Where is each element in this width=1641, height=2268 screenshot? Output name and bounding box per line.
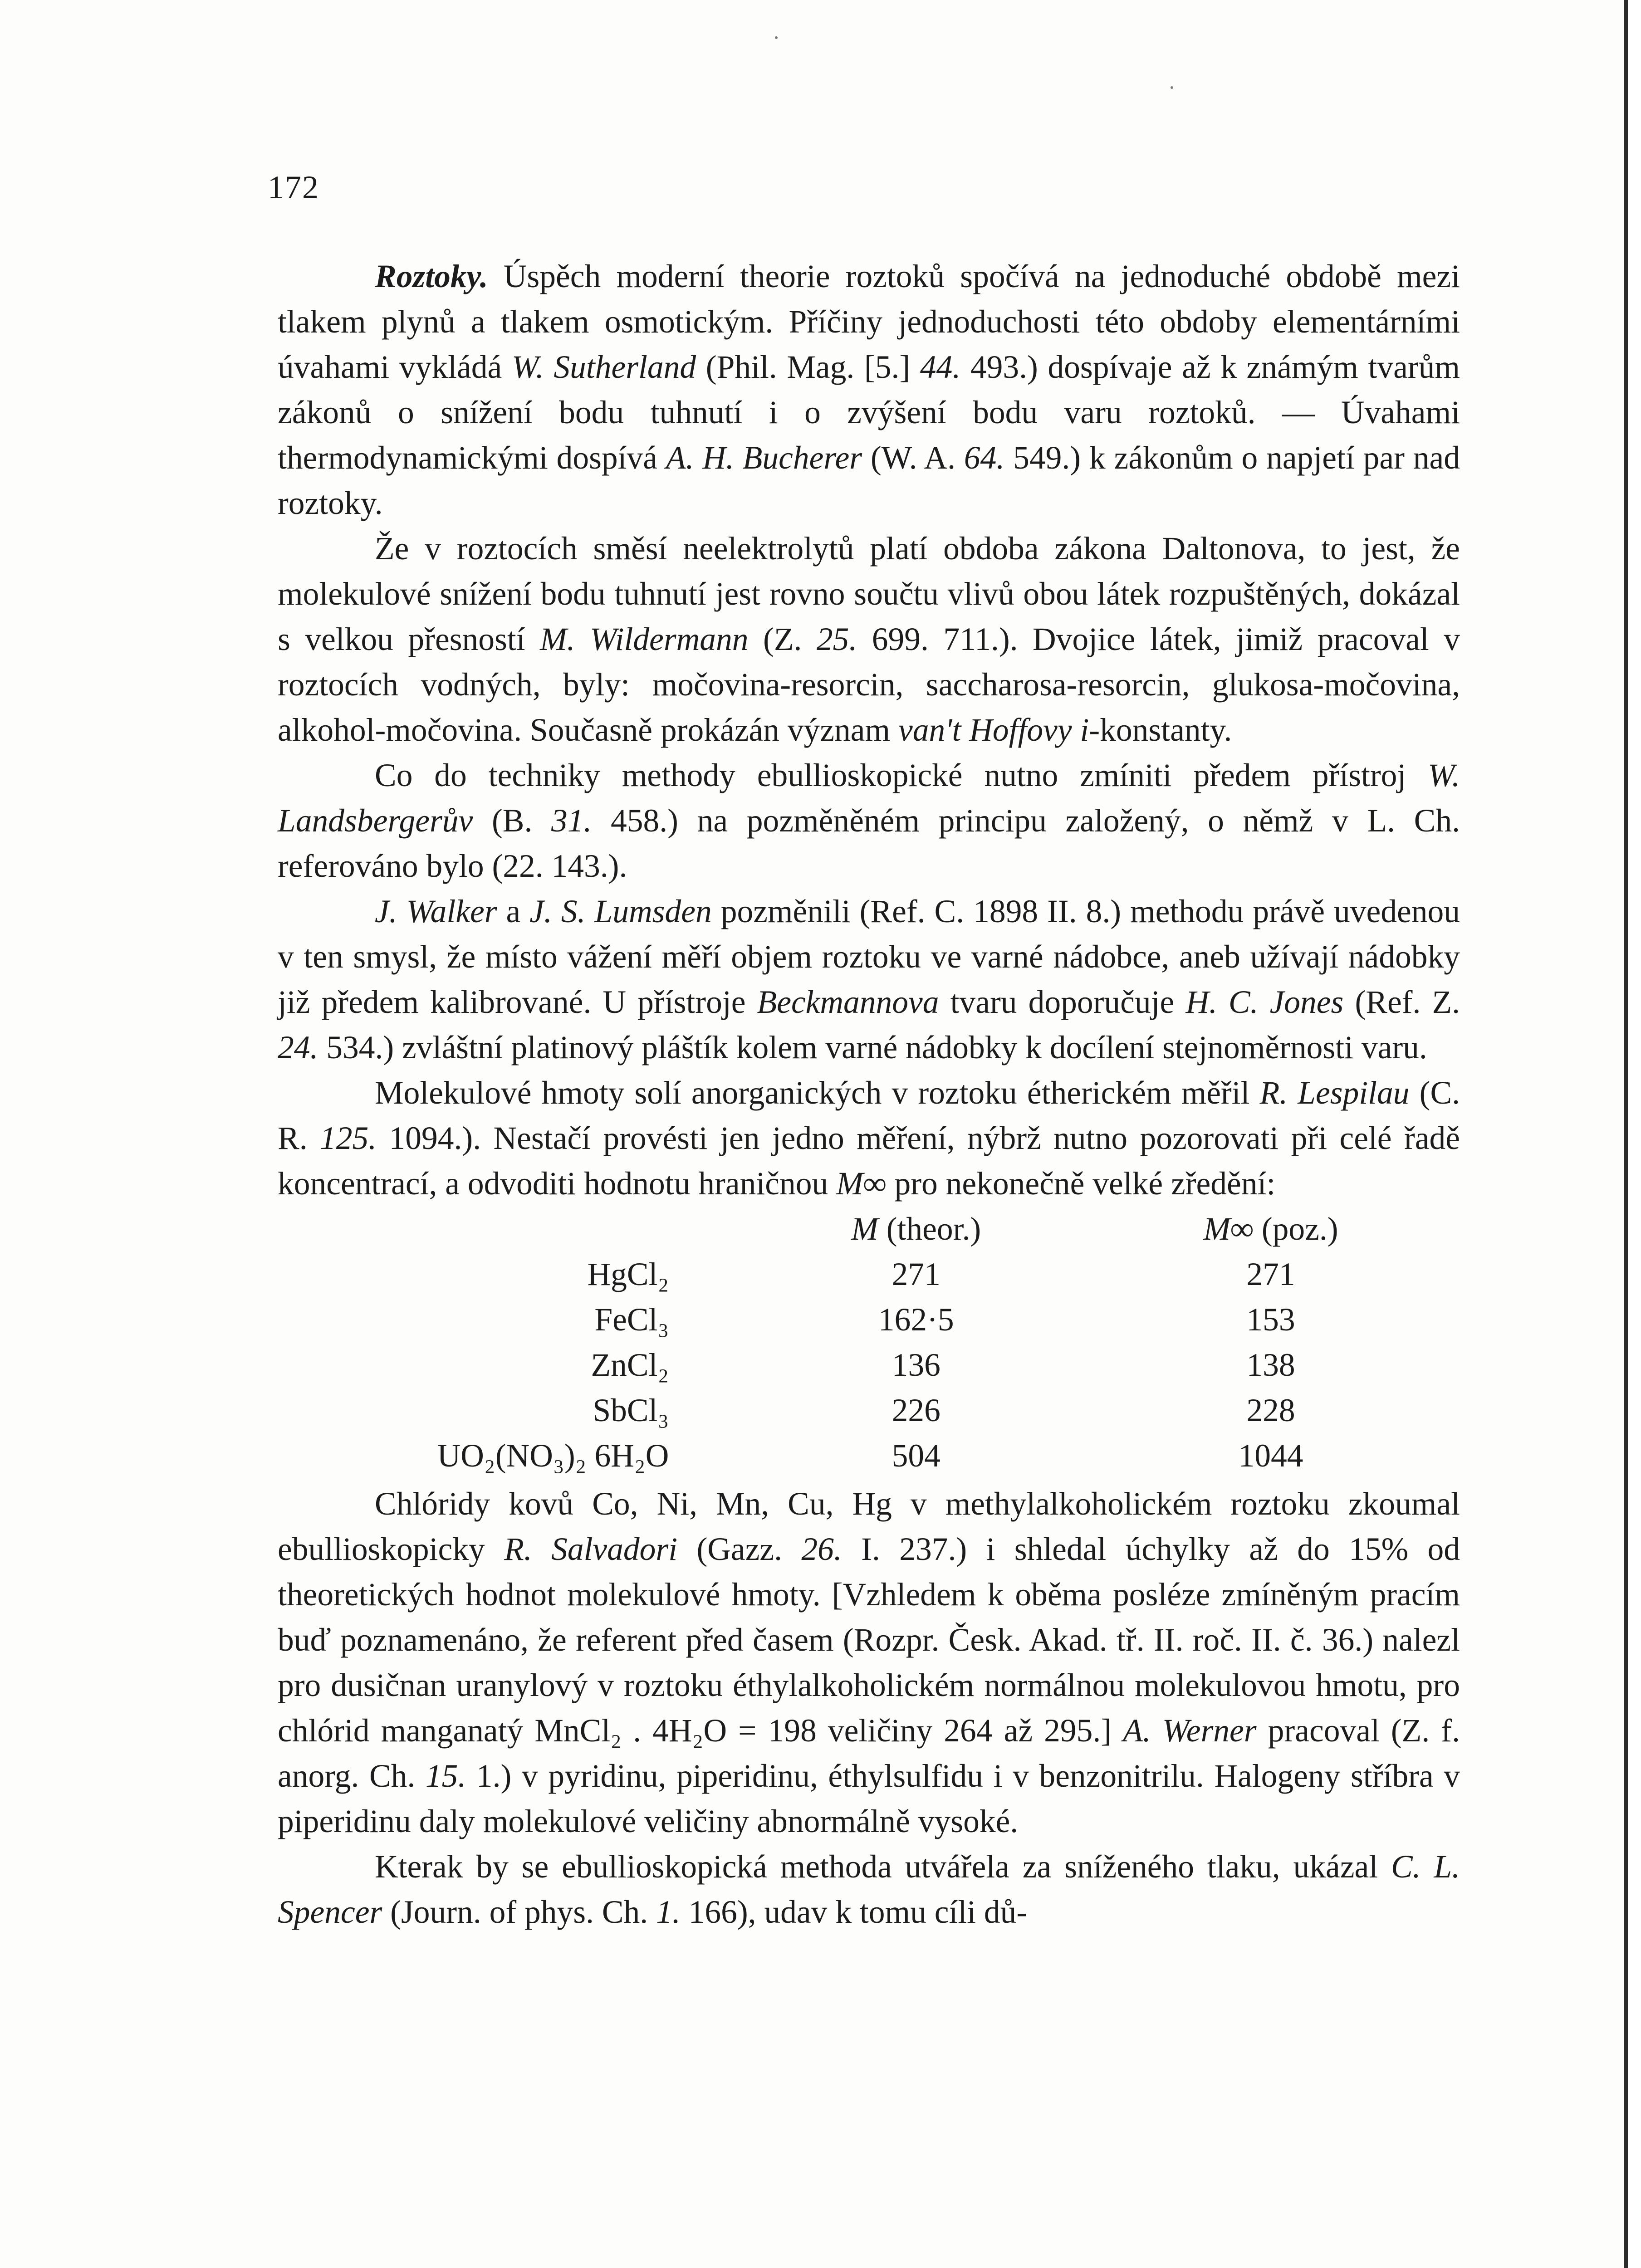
header-theor [750,1207,1082,1252]
text-run: 549.) k zákonům o napjetí par nad roztoky. [278,440,1460,521]
text-run: (Ref. Z. [1343,984,1460,1020]
text-run: pro nekonečně velké zředění: [886,1166,1276,1202]
volume-number: 44. [920,349,961,385]
poz-value-cell: 138 [1246,1347,1295,1383]
text-run: 493.) dospívaje až k známým tvarům zákonů o snížení bodu tuhnutí i o zvýšení bodu varu roztoků. — Úvahami thermodynamickými dospívá [278,349,1460,476]
author-name: W. Landsbergerův [278,758,1460,839]
paragraph-landsberger [278,753,1460,889]
author-name: R. Salvadori [504,1531,678,1567]
text-run: Molekulové hmoty solí anorganických v roztoku étherickém měřil [375,1075,1260,1111]
theor-value-cell: 271 [892,1256,941,1292]
header-compound [278,1207,750,1252]
author-name: C. L. Spencer [278,1849,1460,1930]
molecular-weight-table [278,1207,1460,1479]
volume-number: 1. [656,1894,681,1930]
volume-number: 64. [964,440,1005,476]
author-name: W. Sutherland [511,349,696,385]
table-row [278,1433,1460,1479]
text-run: (Journ. of phys. Ch. [382,1894,656,1930]
paragraph-roztoky [278,254,1460,526]
text-run: tvaru doporučuje [939,984,1186,1020]
table-header-row [278,1207,1460,1252]
paragraph-lespilau [278,1070,1460,1207]
paragraph-dalton [278,526,1460,753]
text-run: 534.) zvláštní platinový pláštík kolem varné nádobky k docílení stejnoměrnosti varu. [318,1030,1427,1066]
scan-speck [1171,86,1173,89]
poz-value-cell: 228 [1246,1393,1295,1428]
author-name: R. Lespilau [1259,1075,1410,1111]
text-run: 166), udav k tomu cíli dů- [680,1894,1028,1930]
term-vant-hoff: van't Hoffovy i [898,712,1089,748]
author-name: A. H. Bucherer [666,440,862,476]
author-name: J. Walker [375,894,497,929]
author-name: Beckmannova [757,984,939,1020]
volume-number: 25. [816,621,857,657]
text-run: Kterak by se ebullioskopická methoda utvářela za sníženého tlaku, ukázal [375,1849,1391,1885]
symbol-m-infinity: M∞ [836,1166,887,1202]
scan-speck [775,36,778,39]
author-name: M. Wildermann [540,621,749,657]
theor-value-cell: 162·5 [878,1302,954,1338]
text-run: (W. A. [862,440,964,476]
page-number: 172 [268,169,319,205]
paragraph-spencer [278,1844,1460,1935]
header-theor-label: (theor.) [878,1211,981,1247]
volume-number: 31. [551,803,592,839]
text-run: pracoval (Z. f. anorg. Ch. [278,1713,1460,1794]
header-poz-label: (poz.) [1254,1211,1338,1247]
compound-cell: UO₂(NO₃)₂ 6H₂O [437,1438,669,1474]
text-run: 1094.). Nestačí provésti jen jedno měření, nýbrž nutno pozorovati při celé řadě koncentrací, a odvoditi hodnotu hraničnou [278,1120,1460,1202]
theor-value-cell: 226 [892,1393,941,1428]
theor-value-cell: 504 [892,1438,941,1474]
table-row [278,1297,1460,1343]
text-run: 1.) v pyridinu, piperidinu, éthylsulfidu i v benzonitrilu. Halogeny stříbra v piperidinu daly molekulové veličiny abnormálně vysoké. [278,1758,1460,1839]
compound-cell: HgCl₂ [587,1256,669,1292]
symbol-m-infinity: M∞ [1203,1211,1254,1247]
compound-cell: ZnCl₂ [591,1347,669,1383]
text-run: 699. 711.). Dvojice látek, jimiž pracoval v roztocích vodných, byly: močovina-resorcin, saccharosa-resorcin, glukosa-močovina, alkohol-močovina. Současně prokázán význam [278,621,1460,748]
text-run: (C. R. [278,1075,1460,1156]
theor-value-cell: 136 [892,1347,941,1383]
table-row [278,1252,1460,1297]
text-run: -konstanty. [1089,712,1232,748]
text-run: Že v roztocích směsí neelektrolytů platí obdoba zákona Daltonova, to jest, že molekulové snížení bodu tuhnutí jest rovno součtu vlivů obou látek rozpuštěných, dokázal s velkou přesností [278,531,1460,657]
table-row [278,1388,1460,1433]
author-name: H. C. Jones [1185,984,1344,1020]
symbol-m: M [851,1211,878,1247]
section-heading: Roztoky. [375,259,488,294]
volume-number: 26. [801,1531,842,1567]
body-text [278,254,1460,1935]
author-name: A. Werner [1123,1713,1257,1749]
paragraph-salvadori [278,1481,1460,1844]
text-run: (Z. [748,621,817,657]
poz-value-cell: 153 [1246,1302,1295,1338]
text-run: Co do techniky methody ebullioskopické nutno zmíniti předem přístroj [375,758,1428,793]
text-run: 458.) na pozměněném principu založený, o němž v L. Ch. referováno bylo (22. 143.). [278,803,1460,884]
volume-number: 15. [425,1758,466,1794]
text-run: Chlóridy kovů Co, Ni, Mn, Cu, Hg v methylalkoholickém roztoku zkoumal ebullioskopicky [278,1486,1460,1567]
text-run: (Phil. Mag. [5.] [696,349,920,385]
text-run: pozměnili (Ref. C. 1898 II. 8.) methodu právě uvedenou v ten smysl, že místo vážení měří objem roztoku ve varné nádobce, aneb užívají nádobky již předem kalibrované. U přístroje [278,894,1460,1020]
compound-cell: FeCl₃ [594,1302,669,1338]
poz-value-cell: 1044 [1238,1438,1303,1474]
header-poz [1082,1207,1460,1252]
volume-number: 24. [278,1030,318,1066]
text-run: (B. [473,803,551,839]
table-row [278,1343,1460,1388]
author-name: J. S. Lumsden [529,894,712,929]
compound-cell: SbCl₃ [593,1393,669,1428]
volume-number: 125. [320,1120,377,1156]
paragraph-walker [278,889,1460,1070]
poz-value-cell: 271 [1246,1256,1295,1292]
text-run: (Gazz. [677,1531,802,1567]
text-run: Úspěch moderní theorie roztoků spočívá na jednoduché obdobě mezi tlakem plynů a tlakem osmotickým. Příčiny jednoduchosti této obdoby elementárními úvahami vykládá [278,259,1460,385]
text-run: I. 237.) i shledal úchylky až do 15% od theoretických hodnot molekulové hmoty. [Vzhledem k oběma posléze zmíněným pracím buď poznamenáno, že referent před časem (Rozpr. Česk. Akad. tř. II. roč. II. č. 36.) nalezl pro dusičnan uranylový v roztoku éthylalkoholickém normálnou molekulovou hmotu, pro chlórid manganatý MnCl₂ . 4H₂O = 198 veličiny 264 až 295.] [278,1531,1460,1749]
text-run: a [497,894,530,929]
